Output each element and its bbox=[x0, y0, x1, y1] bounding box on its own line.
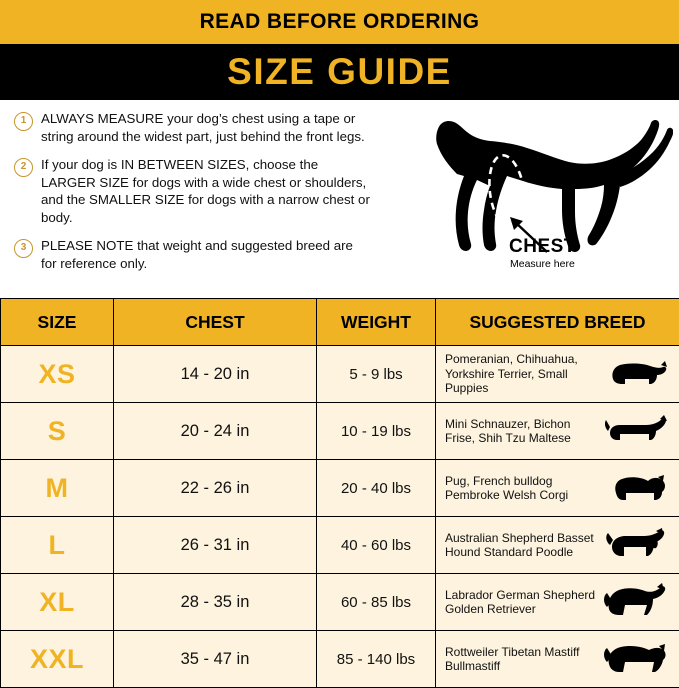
cell-weight: 5 - 9 lbs bbox=[317, 346, 436, 403]
dachshund-silhouette-icon bbox=[602, 411, 674, 451]
size-guide-header bbox=[0, 44, 679, 100]
banner-title: READ BEFORE ORDERING bbox=[200, 10, 480, 34]
table-row bbox=[1, 517, 679, 574]
cell-size: XXL bbox=[1, 631, 114, 688]
instruction-number: 2 bbox=[14, 158, 33, 177]
instructions-section bbox=[0, 100, 679, 298]
breed-text: Rottweiler Tibetan Mastiff Bullmastiff bbox=[445, 645, 602, 674]
chest-sublabel: Measure here bbox=[510, 258, 575, 270]
shepherd-silhouette-icon bbox=[602, 582, 674, 622]
cell-chest: 20 - 24 in bbox=[114, 403, 317, 460]
breed-text: Mini Schnauzer, Bichon Frise, Shih Tzu Maltese bbox=[445, 417, 602, 446]
cell-breed bbox=[436, 574, 679, 631]
cell-weight: 20 - 40 lbs bbox=[317, 460, 436, 517]
cell-size: XL bbox=[1, 574, 114, 631]
cell-size: L bbox=[1, 517, 114, 574]
basset-hound-silhouette-icon bbox=[602, 525, 674, 565]
column-header-size: SIZE bbox=[1, 299, 114, 346]
instruction-text: PLEASE NOTE that weight and suggested breed are for reference only. bbox=[41, 237, 371, 272]
cell-breed bbox=[436, 460, 679, 517]
cell-chest: 22 - 26 in bbox=[114, 460, 317, 517]
cell-size: XS bbox=[1, 346, 114, 403]
pug-silhouette-icon bbox=[602, 468, 674, 508]
breed-text: Labrador German Shepherd Golden Retriever bbox=[445, 588, 602, 617]
breed-text: Australian Shepherd Basset Hound Standard Poodle bbox=[445, 531, 602, 560]
cell-weight: 40 - 60 lbs bbox=[317, 517, 436, 574]
cell-chest: 35 - 47 in bbox=[114, 631, 317, 688]
table-row bbox=[1, 403, 679, 460]
instruction-number: 1 bbox=[14, 112, 33, 131]
corgi-silhouette-icon bbox=[602, 354, 674, 394]
column-header-breed: SUGGESTED BREED bbox=[436, 299, 679, 346]
cell-chest: 14 - 20 in bbox=[114, 346, 317, 403]
cell-size: S bbox=[1, 403, 114, 460]
instruction-list bbox=[0, 110, 390, 272]
instruction-item bbox=[14, 237, 390, 272]
table-row bbox=[1, 460, 679, 517]
cell-weight: 85 - 140 lbs bbox=[317, 631, 436, 688]
table-header-row bbox=[1, 299, 679, 346]
cell-breed bbox=[436, 517, 679, 574]
page-title: SIZE GUIDE bbox=[227, 51, 452, 93]
cell-breed bbox=[436, 346, 679, 403]
cell-breed bbox=[436, 403, 679, 460]
instruction-text: ALWAYS MEASURE your dog’s chest using a tape or string around the widest part, just behind the front legs. bbox=[41, 110, 371, 145]
instruction-item bbox=[14, 156, 390, 226]
size-chart-table bbox=[0, 298, 679, 688]
table-row bbox=[1, 574, 679, 631]
instruction-item bbox=[14, 110, 390, 145]
cell-chest: 28 - 35 in bbox=[114, 574, 317, 631]
instruction-text: If your dog is IN BETWEEN SIZES, choose the LARGER SIZE for dogs with a wide chest or shoulders, and the SMALLER SIZE for dogs with a narrow chest or body. bbox=[41, 156, 371, 226]
cell-chest: 26 - 31 in bbox=[114, 517, 317, 574]
column-header-weight: WEIGHT bbox=[317, 299, 436, 346]
table-row bbox=[1, 346, 679, 403]
cell-weight: 60 - 85 lbs bbox=[317, 574, 436, 631]
breed-text: Pomeranian, Chihuahua, Yorkshire Terrier, Small Puppies bbox=[445, 352, 602, 396]
cell-size: M bbox=[1, 460, 114, 517]
chest-label: CHEST bbox=[509, 236, 576, 258]
mastiff-silhouette-icon bbox=[602, 639, 674, 679]
dog-measure-illustration bbox=[397, 104, 673, 294]
breed-text: Pug, French bulldog Pembroke Welsh Corgi bbox=[445, 474, 602, 503]
instruction-number: 3 bbox=[14, 239, 33, 258]
cell-weight: 10 - 19 lbs bbox=[317, 403, 436, 460]
column-header-chest: CHEST bbox=[114, 299, 317, 346]
read-before-ordering-banner bbox=[0, 0, 679, 44]
